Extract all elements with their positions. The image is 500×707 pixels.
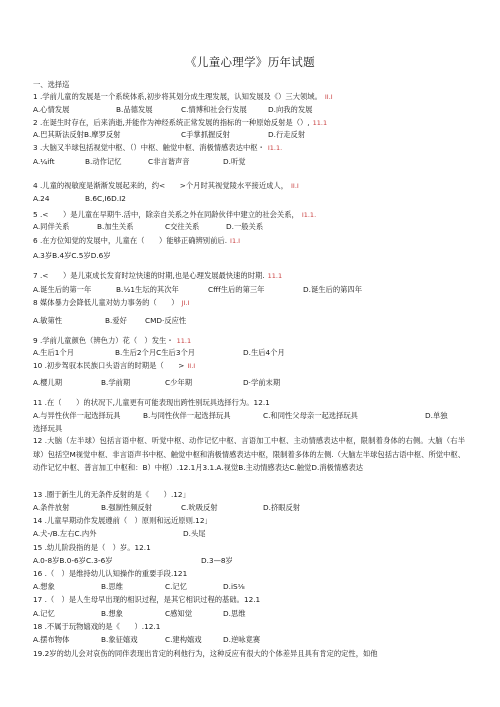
- option: A.想象: [33, 582, 55, 591]
- option: C.吮吸反射: [181, 503, 218, 512]
- option: CMD·反应性: [145, 316, 187, 325]
- option: D.听觉: [223, 157, 246, 166]
- option: A.3岁B.4岁C.5岁D.6岁: [33, 251, 111, 260]
- option: D.3—8岁: [201, 556, 233, 565]
- option: A.敏第性: [33, 316, 63, 325]
- option: B.品德发展: [116, 105, 153, 114]
- question-9: [33, 336, 473, 346]
- question-4-mark: II.I: [291, 182, 299, 190]
- question-17: [33, 595, 473, 604]
- question-6-mark: I1.I: [230, 237, 241, 245]
- option: A.摆布物体: [33, 635, 70, 644]
- option: D.单独: [425, 411, 448, 420]
- question-18-stem: 18 .不属于玩物嬉戏的是《 ）.12.1: [33, 622, 161, 631]
- option: B.与同性伙伴一起选择玩具: [143, 411, 231, 420]
- option: C.记忆: [165, 582, 188, 591]
- option: D.头尾: [183, 529, 206, 538]
- option: B.思维: [101, 582, 123, 591]
- question-3-stem: 3 .大脑又半球包括视觉中枢、（）中枢、触觉中枢、消极情感表达中枢・: [33, 143, 265, 152]
- option: A.同伴关系: [33, 222, 70, 231]
- option: A.诞生后的第一年: [33, 285, 92, 294]
- option: C.建构嬉戏: [165, 635, 202, 644]
- question-10: [33, 361, 473, 371]
- option: B.动作记忆: [85, 157, 122, 166]
- option: Cfff生后的第三年: [208, 285, 265, 294]
- option: D.诞生后的第四年: [303, 285, 363, 294]
- question-16-stem: 16 .（ ）是维持幼儿认知操作的重要手段.121: [33, 569, 188, 578]
- option: C非言谐声音: [148, 157, 190, 166]
- question-11-wrap: 选择玩具: [33, 424, 63, 433]
- question-6-stem: 6 .在方位知觉的发展中，儿童在（ ）能够正确辨别前后.: [33, 236, 228, 245]
- question-7-mark: 11.1: [267, 272, 283, 280]
- option: B.象征嬉戏: [101, 635, 138, 644]
- question-8-mark: JI.I: [181, 299, 190, 307]
- option: A.0-8岁B.0-6岁C.3-6岁: [33, 556, 113, 565]
- option: B.想象: [101, 609, 123, 618]
- question-4-stem: 4 .儿童的视敏度是渐渐发展起来的，约< >个月时其视觉陵水平接近成人，: [33, 181, 289, 190]
- option: D.思维: [223, 609, 246, 618]
- question-9-mark: 11.1: [176, 337, 192, 345]
- question-15: [33, 543, 473, 552]
- option: A.¼ift: [33, 157, 55, 166]
- option: C手掌抓握反射: [181, 130, 230, 139]
- option: A.犬-/B.左右C.内外: [33, 529, 97, 538]
- question-7: [33, 271, 473, 281]
- page-title: 《儿童心理学》历年试题: [185, 55, 315, 69]
- question-1: [33, 92, 473, 102]
- option: A.记忆: [33, 609, 55, 618]
- option: A.条件放射: [33, 503, 70, 512]
- question-9-stem: 9 .学前儿童颜色（辨色力）花（ ）发生・: [33, 336, 174, 345]
- question-3-mark: I1.1.: [267, 144, 283, 152]
- option: D.iS⅛: [223, 582, 245, 591]
- option: B.加生关系: [97, 222, 134, 231]
- question-5-stem: 5 .< ）是儿童在早期牛.活中，除亲自关系之外在同龄伙伴中建立的社会关系，: [33, 210, 299, 219]
- option: B.½1生坛的其次年: [116, 285, 179, 294]
- section-heading: 一、选择巡: [33, 80, 70, 89]
- question-5-mark: I1.1.: [301, 211, 317, 219]
- option: B.学前期: [101, 378, 131, 387]
- question-14-stem: 14 .儿童早期动作发展遵前（ ）原则和远近原则.12」: [33, 516, 212, 525]
- question-8: [33, 298, 473, 308]
- question-4: [33, 181, 473, 191]
- option: A.生后1个月: [33, 348, 75, 357]
- option: C.和同性父母亲一起选择玩具: [263, 411, 358, 420]
- question-19: 19.2岁的幼儿会对哀伤的同伴表现出肯定的利他行为，这种反应有很大的个体差异且具有肯定的定性，如他: [33, 649, 378, 658]
- question-15-stem: 15 .幼儿阶段指的是（ ）岁。12.1: [33, 543, 151, 552]
- option: A.与异性伙伴一起选择玩具: [33, 411, 121, 420]
- option: D.向我的发展: [268, 105, 313, 114]
- question-17-stem: 17 .（ ）是人生母早出现的相识过程，是其它相识过程的基础。12.1: [33, 595, 261, 604]
- question-5: [33, 210, 473, 220]
- option: D.逆咏竟赛: [223, 635, 261, 644]
- option: D.挤眼反射: [263, 503, 301, 512]
- question-6: [33, 236, 473, 246]
- option: B.6C,I6D.I2: [85, 194, 126, 203]
- option: A.巴其斯法反射B.摩罗反射: [33, 130, 121, 139]
- question-1-stem: 1 .学前儿童的发展是一个系统体系,初步将其划分成生理发展，认知发展及《）三大领域。: [33, 92, 322, 101]
- option: B.强制性频反射: [101, 503, 153, 512]
- question-11-stem: 11 .在（ ）的状况下,儿童更有可能表现出跨性别玩具选择行为。12.1: [33, 398, 270, 407]
- question-13-stem: 13 .圈于新生儿的无条件反射的是《 ）.12」: [33, 490, 190, 499]
- question-11: [33, 398, 473, 407]
- question-13: [33, 490, 473, 499]
- option: D·学前末期: [243, 378, 281, 387]
- option: C交往关系: [165, 222, 200, 231]
- option: A.心情发展: [33, 105, 70, 114]
- option: B.生后2个月C生后3个月: [115, 348, 196, 357]
- option: A.樱儿期: [33, 378, 63, 387]
- option: B.爱好: [105, 316, 127, 325]
- option: C.情博和社会行发展: [181, 105, 247, 114]
- question-3: [33, 143, 473, 153]
- question-12: 12 .大脑（左半球）包括言语中枢、听觉中枢、动作记忆中枢、言语加工中枢、主动情感表达中枢，限制着身体的右侧。大脑（右半球）包括空M视觉中枢、非言语声书中枢、触觉中枢和消极情感表达中枢，限制着多体的左侧.（大脑左半球包括古语中枢、所觉中枢、动作记忆中枢、普言加工中枢和：B）中枢）.12.1月3.1.A.视觉B.主动情感表达C.触觉D.消极情感表达: [33, 436, 465, 473]
- option: D.一般关系: [226, 222, 264, 231]
- question-16: [33, 569, 473, 578]
- question-10-stem: 10 .初步驾驭本民族口头语言的时期是（ >: [33, 361, 185, 370]
- question-14: [33, 516, 473, 525]
- option: C感知觉: [165, 609, 192, 618]
- question-2-mark: 11.1: [312, 119, 328, 127]
- question-1-mark: II.I: [324, 93, 333, 101]
- option: A.24: [33, 194, 50, 203]
- option: D.生后4个月: [243, 348, 285, 357]
- question-18: [33, 622, 473, 631]
- option: D.行走反射: [268, 130, 306, 139]
- question-2: [33, 118, 473, 128]
- question-8-stem: 8 媒体暴力会降低儿童对妨力事务的（ ）: [33, 298, 179, 307]
- question-10-mark: II.I: [187, 362, 196, 370]
- question-2-stem: 2 .在诞生时存在，后来消逝,并能作为神经系统正常发展的指标的一种原始反射是（）,: [33, 118, 310, 127]
- question-7-stem: 7 .< ）是儿束成长发育时垃快速的时期,也是心理发展最快速的时期.: [33, 271, 265, 280]
- option: C少年期: [165, 378, 192, 387]
